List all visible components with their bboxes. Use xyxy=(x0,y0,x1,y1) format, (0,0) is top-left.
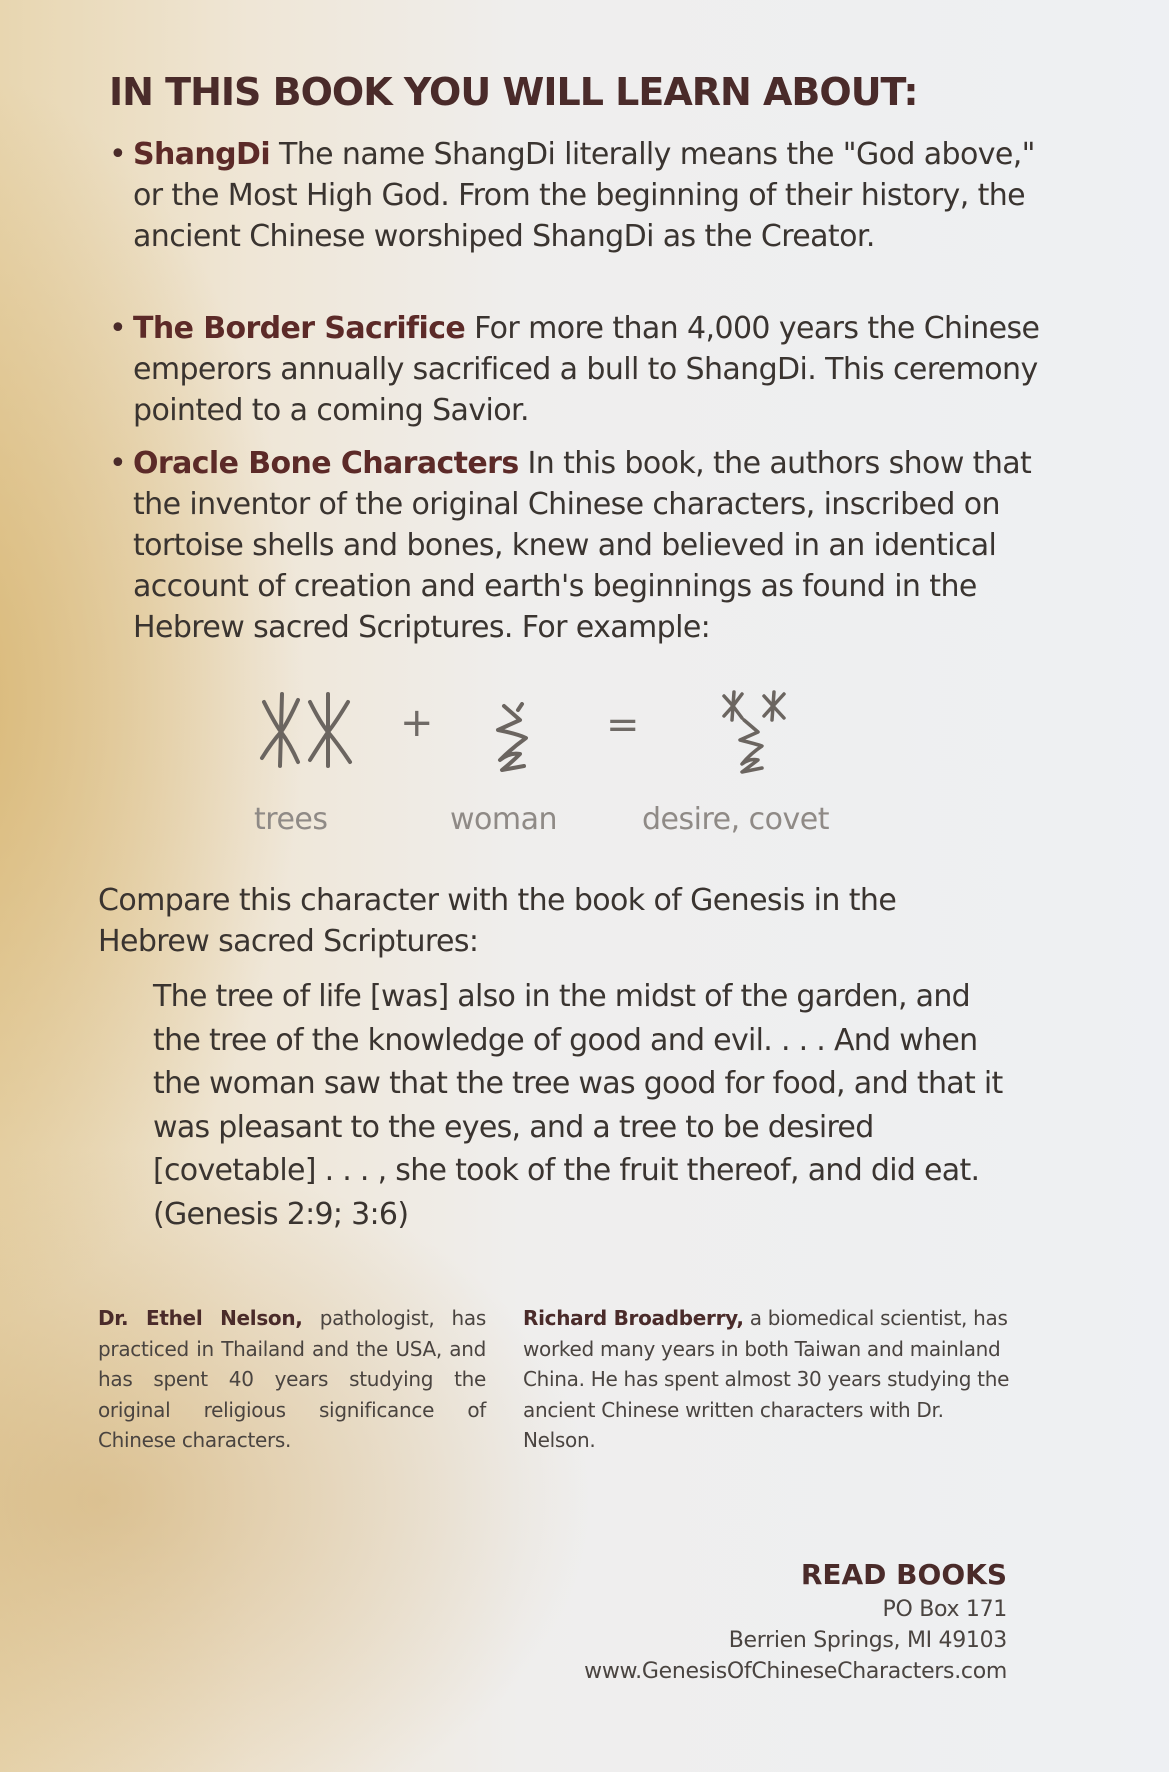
trees-label: trees xyxy=(254,802,328,837)
bullet-lead-shangdi: ShangDi xyxy=(133,137,271,172)
bullet-border-sacrifice xyxy=(109,308,1069,431)
publisher-website: www.GenesisOfChineseCharacters.com xyxy=(584,1659,1007,1684)
bullet-shangdi xyxy=(109,134,1069,257)
publisher-address-line1: PO Box 171 xyxy=(882,1597,1007,1622)
plus-sign: + xyxy=(400,700,434,746)
author-bio-broadberry xyxy=(523,1303,1011,1456)
desire-covet-label: desire, covet xyxy=(642,802,829,837)
desire-character-glyph xyxy=(720,690,788,774)
trees-character-glyph xyxy=(258,692,354,768)
publisher-block xyxy=(584,1556,1007,1687)
page-title: IN THIS BOOK YOU WILL LEARN ABOUT: xyxy=(109,70,918,114)
equals-sign: = xyxy=(606,702,640,748)
author-text-nelson: pathologist, has practiced in Thailand and the USA, and has spent 40 years studying the original religious significance of Chinese characters. xyxy=(98,1306,487,1452)
quote-reference: (Genesis 2:9; 3:6) xyxy=(153,1196,409,1232)
author-name-nelson: Dr. Ethel Nelson, xyxy=(98,1306,303,1330)
bullet-lead-border-sacrifice: The Border Sacrifice xyxy=(133,311,466,346)
bullet-marker: • xyxy=(109,446,127,481)
bullet-text-shangdi: The name ShangDi literally means the "God above," or the Most High God. From the beginning of their history, the ancient Chinese worshiped ShangDi as the Creator. xyxy=(133,137,1035,254)
author-name-broadberry: Richard Broadberry, xyxy=(523,1306,744,1330)
publisher-name: READ BOOKS xyxy=(800,1558,1007,1591)
bullet-marker: • xyxy=(109,137,127,172)
genesis-quote xyxy=(153,975,1013,1236)
bullet-marker: • xyxy=(109,311,127,346)
compare-paragraph: Compare this character with the book of Genesis in the Hebrew sacred Scriptures: xyxy=(98,883,897,959)
woman-label: woman xyxy=(450,802,558,837)
author-text-broadberry: a biomedical scientist, has worked many years in both Taiwan and mainland China. He has spent almost 30 years studying the ancient Chinese written characters with Dr. Nelson. xyxy=(523,1306,1010,1452)
woman-character-glyph xyxy=(490,702,534,774)
bullet-text-border-sacrifice: For more than 4,000 years the Chinese emperors annually sacrificed a bull to ShangDi. This ceremony pointed to a coming Savior. xyxy=(133,311,1040,428)
bullet-oracle-bone xyxy=(109,443,1069,648)
bullet-lead-oracle-bone: Oracle Bone Characters xyxy=(133,446,519,481)
bullet-text-oracle-bone: In this book, the authors show that the inventor of the original Chinese characters, inscribed on tortoise shells and bones, knew and believed in an identical account of creation and earth's beginnings as found in the Hebrew sacred Scriptures. For example: xyxy=(133,446,1032,645)
publisher-address-line2: Berrien Springs, MI 49103 xyxy=(728,1628,1007,1653)
author-bio-nelson xyxy=(98,1303,486,1456)
quote-text: The tree of life [was] also in the midst of the garden, and the tree of the knowledge of good and evil. . . . And when the woman saw that the tree was good for food, and that it was pleasant to the eyes, and a tree to be desired [covetable] . . . , she took of the fruit thereof, and did eat. xyxy=(153,979,1003,1188)
